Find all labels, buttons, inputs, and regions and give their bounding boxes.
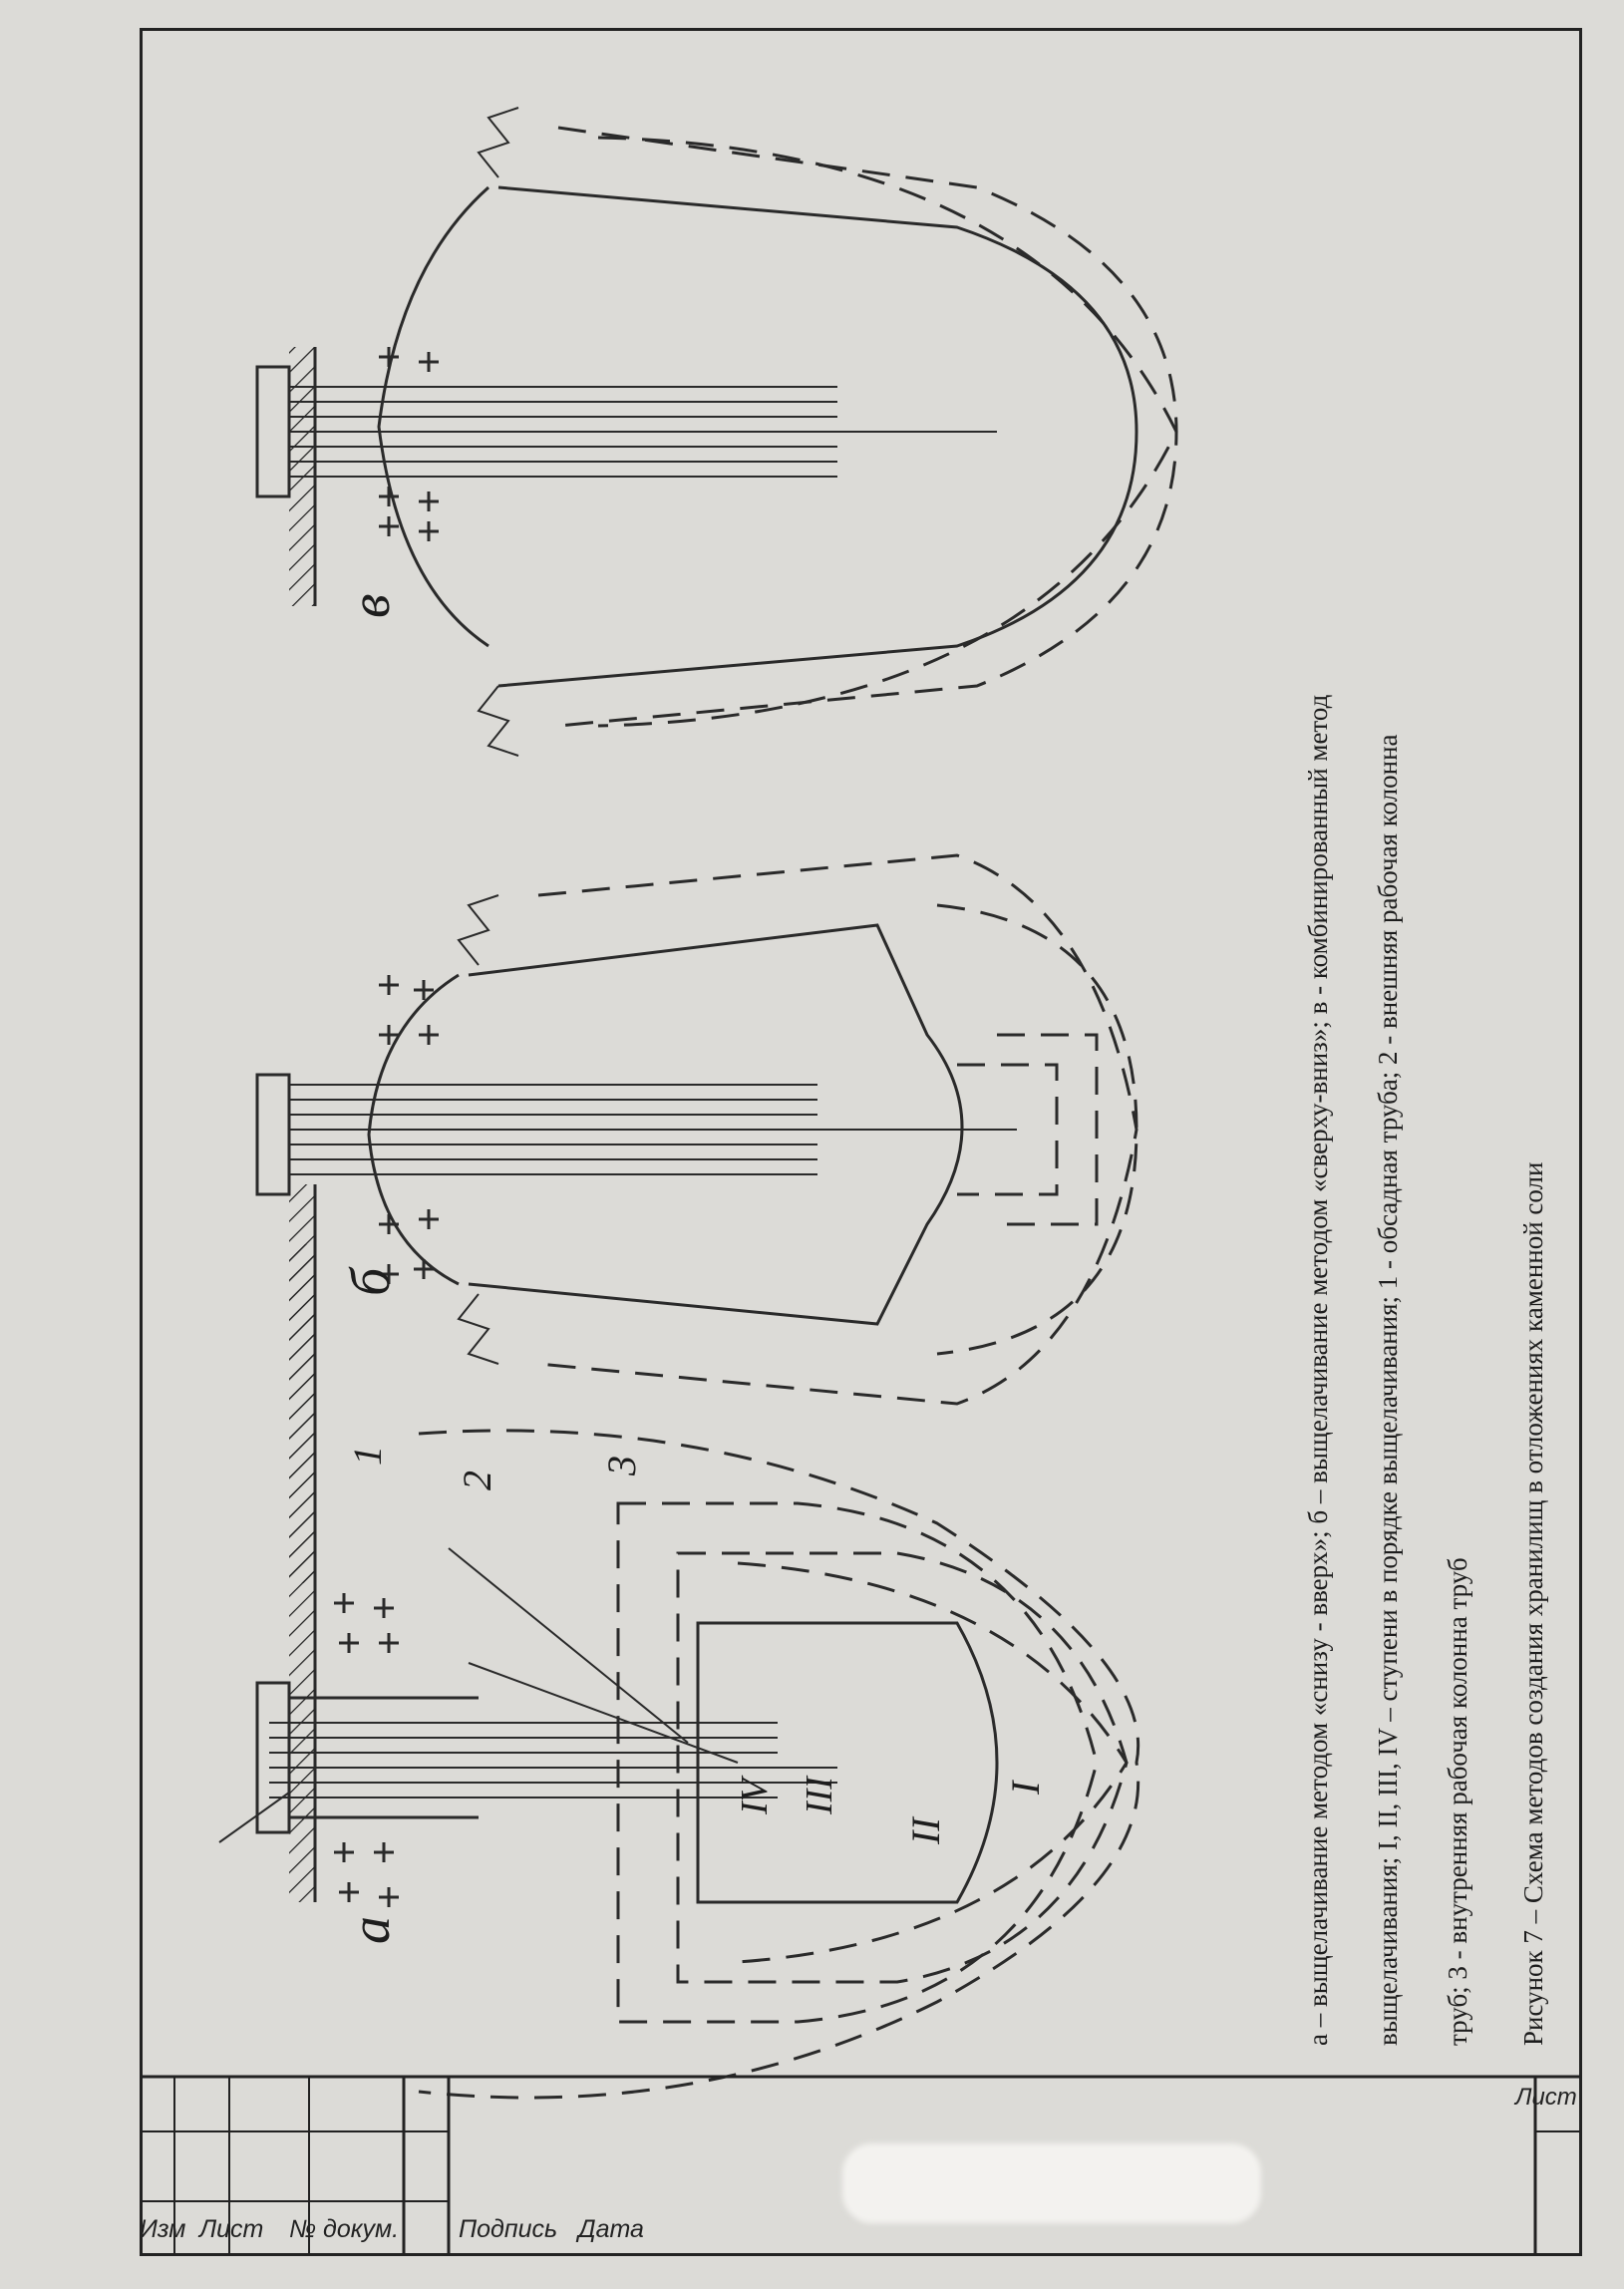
stage-III: III [799, 1777, 840, 1814]
caption-line-2: выщелачивания; I, II, III, IV – ступени в порядке выщелачивания; 1 - обсадная труба; 2 - внешняя рабочая колонна [1373, 734, 1403, 2046]
title-block-sheet-label: Лист [1515, 2084, 1577, 2111]
panel-b-label: б [340, 1267, 402, 1296]
figure-title: Рисунок 7 – Схема методов создания хранилищ в отложениях каменной соли [1518, 1161, 1548, 2046]
caption-line-1: а – выщелачивание методом «снизу - вверх»; б – выщелачивание методом «сверху-вниз»; в - комбинированный метод [1303, 694, 1333, 2046]
stage-I: I [1003, 1781, 1048, 1795]
callout-3: 3 [599, 1456, 644, 1475]
panel-v-figure [257, 108, 1176, 756]
panel-a-figure [219, 1244, 1138, 2098]
erased-stamp [842, 2143, 1261, 2223]
callout-1: 1 [345, 1446, 390, 1466]
title-block-izm: Изм [140, 2215, 186, 2243]
title-block-doc: № докум. [289, 2215, 400, 2243]
panel-a-label: а [340, 1916, 402, 1944]
caption-line-3: труб; 3 - внутренняя рабочая колонна труб [1443, 1557, 1472, 2046]
panel-v-label: в [340, 593, 402, 618]
stage-IV: IV [734, 1779, 776, 1814]
title-block-date: Дата [578, 2215, 644, 2243]
title-block-list: Лист [199, 2215, 264, 2243]
callout-2: 2 [455, 1471, 499, 1490]
stage-II: II [903, 1817, 948, 1844]
title-block-sign: Подпись [459, 2215, 558, 2243]
panel-b-figure [257, 855, 1137, 1583]
